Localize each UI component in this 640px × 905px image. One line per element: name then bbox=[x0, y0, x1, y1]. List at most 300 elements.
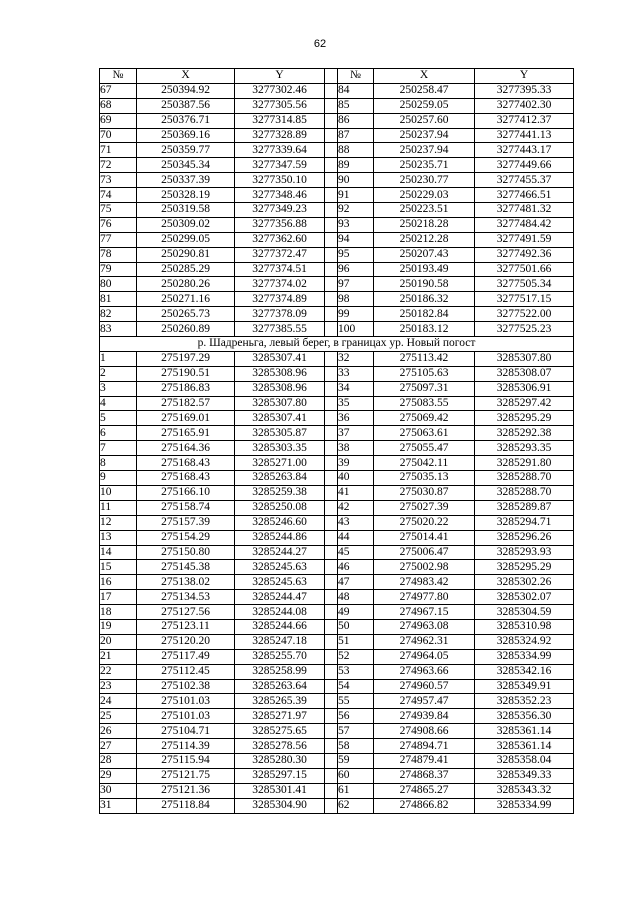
x-right: 274894.71 bbox=[374, 739, 475, 754]
column-gap bbox=[325, 768, 338, 783]
column-gap bbox=[325, 679, 338, 694]
x-left: 275123.11 bbox=[137, 619, 235, 634]
y-left: 3277374.02 bbox=[235, 277, 325, 292]
y-right: 3277491.59 bbox=[475, 232, 574, 247]
y-right: 3285296.26 bbox=[475, 530, 574, 545]
x-left: 275145.38 bbox=[137, 560, 235, 575]
y-right: 3277501.66 bbox=[475, 262, 574, 277]
column-gap bbox=[325, 619, 338, 634]
y-left: 3285278.56 bbox=[235, 739, 325, 754]
x-right: 250193.49 bbox=[374, 262, 475, 277]
column-gap bbox=[325, 232, 338, 247]
column-gap bbox=[325, 426, 338, 441]
y-left: 3285246.60 bbox=[235, 515, 325, 530]
point-number-left: 69 bbox=[100, 113, 137, 128]
table-row bbox=[100, 530, 574, 545]
x-left: 275190.51 bbox=[137, 366, 235, 381]
section2-body bbox=[100, 351, 574, 813]
table-header-row bbox=[100, 69, 574, 84]
point-number-left: 82 bbox=[100, 307, 137, 322]
table-row bbox=[100, 456, 574, 471]
point-number-left: 14 bbox=[100, 545, 137, 560]
y-left: 3277374.89 bbox=[235, 292, 325, 307]
x-right: 274866.82 bbox=[374, 798, 475, 813]
table-row bbox=[100, 485, 574, 500]
point-number-left: 3 bbox=[100, 381, 137, 396]
x-right: 275006.47 bbox=[374, 545, 475, 560]
x-right: 274908.66 bbox=[374, 724, 475, 739]
point-number-right: 44 bbox=[338, 530, 374, 545]
table-row bbox=[100, 575, 574, 590]
table-row bbox=[100, 798, 574, 813]
y-left: 3277302.46 bbox=[235, 83, 325, 98]
y-left: 3285271.97 bbox=[235, 709, 325, 724]
y-left: 3277305.56 bbox=[235, 98, 325, 113]
x-right: 275105.63 bbox=[374, 366, 475, 381]
column-gap bbox=[325, 441, 338, 456]
x-left: 275120.20 bbox=[137, 634, 235, 649]
column-gap bbox=[325, 783, 338, 798]
point-number-right: 100 bbox=[338, 322, 374, 337]
y-right: 3285361.14 bbox=[475, 739, 574, 754]
x-left: 250328.19 bbox=[137, 188, 235, 203]
x-left: 250285.29 bbox=[137, 262, 235, 277]
point-number-right: 50 bbox=[338, 619, 374, 634]
x-left: 275127.56 bbox=[137, 605, 235, 620]
point-number-right: 96 bbox=[338, 262, 374, 277]
x-left: 275186.83 bbox=[137, 381, 235, 396]
y-right: 3285343.32 bbox=[475, 783, 574, 798]
y-right: 3285292.38 bbox=[475, 426, 574, 441]
x-right: 250207.43 bbox=[374, 247, 475, 262]
y-left: 3285245.63 bbox=[235, 560, 325, 575]
x-left: 250260.89 bbox=[137, 322, 235, 337]
x-left: 275118.84 bbox=[137, 798, 235, 813]
x-left: 275121.36 bbox=[137, 783, 235, 798]
point-number-right: 56 bbox=[338, 709, 374, 724]
x-left: 275166.10 bbox=[137, 485, 235, 500]
y-right: 3277522.00 bbox=[475, 307, 574, 322]
y-left: 3285275.65 bbox=[235, 724, 325, 739]
point-number-right: 53 bbox=[338, 664, 374, 679]
point-number-left: 67 bbox=[100, 83, 137, 98]
x-right: 274977.80 bbox=[374, 590, 475, 605]
y-left: 3277356.88 bbox=[235, 217, 325, 232]
table-row bbox=[100, 83, 574, 98]
point-number-right: 60 bbox=[338, 768, 374, 783]
x-right: 274964.05 bbox=[374, 649, 475, 664]
y-left: 3285271.00 bbox=[235, 456, 325, 471]
table-row bbox=[100, 560, 574, 575]
x-right: 274957.47 bbox=[374, 694, 475, 709]
column-gap bbox=[325, 753, 338, 768]
x-left: 250376.71 bbox=[137, 113, 235, 128]
point-number-right: 46 bbox=[338, 560, 374, 575]
point-number-right: 34 bbox=[338, 381, 374, 396]
point-number-right: 43 bbox=[338, 515, 374, 530]
y-right: 3285356.30 bbox=[475, 709, 574, 724]
column-gap bbox=[325, 500, 338, 515]
x-right: 250257.60 bbox=[374, 113, 475, 128]
y-left: 3285263.64 bbox=[235, 679, 325, 694]
y-right: 3277505.34 bbox=[475, 277, 574, 292]
y-right: 3277395.33 bbox=[475, 83, 574, 98]
point-number-right: 97 bbox=[338, 277, 374, 292]
y-left: 3285244.47 bbox=[235, 590, 325, 605]
table-row bbox=[100, 545, 574, 560]
column-gap bbox=[325, 605, 338, 620]
y-right: 3285302.26 bbox=[475, 575, 574, 590]
column-gap bbox=[325, 456, 338, 471]
x-right: 275027.39 bbox=[374, 500, 475, 515]
y-right: 3277517.15 bbox=[475, 292, 574, 307]
y-right: 3285295.29 bbox=[475, 560, 574, 575]
table-row bbox=[100, 262, 574, 277]
column-gap bbox=[325, 515, 338, 530]
y-right: 3277441.13 bbox=[475, 128, 574, 143]
header-number-right: № bbox=[338, 69, 374, 84]
x-left: 250265.73 bbox=[137, 307, 235, 322]
point-number-left: 13 bbox=[100, 530, 137, 545]
column-gap bbox=[325, 203, 338, 218]
point-number-left: 23 bbox=[100, 679, 137, 694]
point-number-right: 91 bbox=[338, 188, 374, 203]
table-row bbox=[100, 739, 574, 754]
y-right: 3285349.33 bbox=[475, 768, 574, 783]
point-number-right: 38 bbox=[338, 441, 374, 456]
point-number-left: 11 bbox=[100, 500, 137, 515]
y-left: 3285258.99 bbox=[235, 664, 325, 679]
column-gap bbox=[325, 113, 338, 128]
column-gap bbox=[325, 560, 338, 575]
point-number-left: 22 bbox=[100, 664, 137, 679]
y-left: 3285308.96 bbox=[235, 381, 325, 396]
x-right: 275083.55 bbox=[374, 396, 475, 411]
point-number-left: 68 bbox=[100, 98, 137, 113]
point-number-right: 57 bbox=[338, 724, 374, 739]
x-left: 250309.02 bbox=[137, 217, 235, 232]
x-right: 274865.27 bbox=[374, 783, 475, 798]
point-number-left: 5 bbox=[100, 411, 137, 426]
y-right: 3285308.07 bbox=[475, 366, 574, 381]
column-gap bbox=[325, 545, 338, 560]
table-row bbox=[100, 753, 574, 768]
column-gap bbox=[325, 322, 338, 337]
column-gap bbox=[325, 724, 338, 739]
y-right: 3285291.80 bbox=[475, 456, 574, 471]
y-left: 3277374.51 bbox=[235, 262, 325, 277]
x-left: 275182.57 bbox=[137, 396, 235, 411]
table-row bbox=[100, 113, 574, 128]
y-left: 3285245.63 bbox=[235, 575, 325, 590]
point-number-left: 25 bbox=[100, 709, 137, 724]
point-number-left: 8 bbox=[100, 456, 137, 471]
point-number-right: 39 bbox=[338, 456, 374, 471]
x-left: 275104.71 bbox=[137, 724, 235, 739]
point-number-right: 99 bbox=[338, 307, 374, 322]
column-gap bbox=[325, 634, 338, 649]
x-right: 275002.98 bbox=[374, 560, 475, 575]
point-number-left: 17 bbox=[100, 590, 137, 605]
x-left: 275150.80 bbox=[137, 545, 235, 560]
x-right: 274983.42 bbox=[374, 575, 475, 590]
point-number-right: 55 bbox=[338, 694, 374, 709]
table-row bbox=[100, 292, 574, 307]
y-left: 3285250.08 bbox=[235, 500, 325, 515]
table-row bbox=[100, 664, 574, 679]
y-left: 3285244.08 bbox=[235, 605, 325, 620]
x-left: 275101.03 bbox=[137, 694, 235, 709]
point-number-right: 36 bbox=[338, 411, 374, 426]
point-number-left: 80 bbox=[100, 277, 137, 292]
column-gap bbox=[325, 247, 338, 262]
table-row bbox=[100, 247, 574, 262]
y-left: 3277348.46 bbox=[235, 188, 325, 203]
point-number-left: 24 bbox=[100, 694, 137, 709]
y-right: 3285302.07 bbox=[475, 590, 574, 605]
point-number-left: 20 bbox=[100, 634, 137, 649]
column-gap bbox=[325, 262, 338, 277]
table-row bbox=[100, 500, 574, 515]
y-right: 3285288.70 bbox=[475, 485, 574, 500]
header-y-left: Y bbox=[235, 69, 325, 84]
x-left: 250359.77 bbox=[137, 143, 235, 158]
x-right: 250235.71 bbox=[374, 158, 475, 173]
point-number-left: 29 bbox=[100, 768, 137, 783]
y-left: 3277378.09 bbox=[235, 307, 325, 322]
y-right: 3277455.37 bbox=[475, 173, 574, 188]
x-left: 275121.75 bbox=[137, 768, 235, 783]
table-row bbox=[100, 679, 574, 694]
point-number-right: 52 bbox=[338, 649, 374, 664]
table-row bbox=[100, 426, 574, 441]
table-row bbox=[100, 381, 574, 396]
x-left: 275115.94 bbox=[137, 753, 235, 768]
table-row bbox=[100, 307, 574, 322]
y-right: 3285294.71 bbox=[475, 515, 574, 530]
point-number-left: 2 bbox=[100, 366, 137, 381]
y-left: 3285259.38 bbox=[235, 485, 325, 500]
point-number-left: 75 bbox=[100, 203, 137, 218]
table-row bbox=[100, 366, 574, 381]
x-right: 275069.42 bbox=[374, 411, 475, 426]
point-number-left: 27 bbox=[100, 739, 137, 754]
column-gap bbox=[325, 173, 338, 188]
x-left: 250290.81 bbox=[137, 247, 235, 262]
y-left: 3285265.39 bbox=[235, 694, 325, 709]
point-number-right: 90 bbox=[338, 173, 374, 188]
x-right: 274963.66 bbox=[374, 664, 475, 679]
table-row bbox=[100, 515, 574, 530]
section-title-row bbox=[100, 337, 574, 352]
x-right: 250259.05 bbox=[374, 98, 475, 113]
point-number-right: 62 bbox=[338, 798, 374, 813]
point-number-left: 16 bbox=[100, 575, 137, 590]
y-left: 3285247.18 bbox=[235, 634, 325, 649]
x-left: 250369.16 bbox=[137, 128, 235, 143]
point-number-left: 83 bbox=[100, 322, 137, 337]
column-gap bbox=[325, 292, 338, 307]
y-left: 3285307.41 bbox=[235, 411, 325, 426]
y-right: 3285289.87 bbox=[475, 500, 574, 515]
x-left: 275101.03 bbox=[137, 709, 235, 724]
point-number-left: 81 bbox=[100, 292, 137, 307]
x-left: 250387.56 bbox=[137, 98, 235, 113]
point-number-left: 72 bbox=[100, 158, 137, 173]
column-gap bbox=[325, 411, 338, 426]
point-number-left: 10 bbox=[100, 485, 137, 500]
y-right: 3277402.30 bbox=[475, 98, 574, 113]
y-left: 3277339.64 bbox=[235, 143, 325, 158]
point-number-right: 87 bbox=[338, 128, 374, 143]
point-number-left: 18 bbox=[100, 605, 137, 620]
point-number-left: 28 bbox=[100, 753, 137, 768]
column-gap bbox=[325, 530, 338, 545]
point-number-left: 6 bbox=[100, 426, 137, 441]
y-right: 3285304.59 bbox=[475, 605, 574, 620]
x-right: 250230.77 bbox=[374, 173, 475, 188]
point-number-left: 71 bbox=[100, 143, 137, 158]
point-number-left: 21 bbox=[100, 649, 137, 664]
x-left: 250299.05 bbox=[137, 232, 235, 247]
column-gap bbox=[325, 98, 338, 113]
point-number-right: 58 bbox=[338, 739, 374, 754]
y-left: 3285307.80 bbox=[235, 396, 325, 411]
x-left: 250271.16 bbox=[137, 292, 235, 307]
column-gap bbox=[325, 351, 338, 366]
point-number-left: 31 bbox=[100, 798, 137, 813]
x-left: 275154.29 bbox=[137, 530, 235, 545]
y-left: 3285280.30 bbox=[235, 753, 325, 768]
x-right: 250190.58 bbox=[374, 277, 475, 292]
x-right: 250212.28 bbox=[374, 232, 475, 247]
table-row bbox=[100, 396, 574, 411]
column-gap bbox=[325, 590, 338, 605]
x-right: 250223.51 bbox=[374, 203, 475, 218]
y-right: 3285297.42 bbox=[475, 396, 574, 411]
x-right: 274962.31 bbox=[374, 634, 475, 649]
point-number-right: 47 bbox=[338, 575, 374, 590]
coordinates-table bbox=[99, 68, 574, 814]
x-right: 275014.41 bbox=[374, 530, 475, 545]
x-left: 275158.74 bbox=[137, 500, 235, 515]
point-number-right: 42 bbox=[338, 500, 374, 515]
x-left: 250280.26 bbox=[137, 277, 235, 292]
x-right: 275020.22 bbox=[374, 515, 475, 530]
y-left: 3277328.89 bbox=[235, 128, 325, 143]
table-row bbox=[100, 173, 574, 188]
column-gap bbox=[325, 188, 338, 203]
point-number-left: 73 bbox=[100, 173, 137, 188]
point-number-right: 48 bbox=[338, 590, 374, 605]
column-gap bbox=[325, 217, 338, 232]
point-number-right: 61 bbox=[338, 783, 374, 798]
point-number-left: 1 bbox=[100, 351, 137, 366]
point-number-right: 40 bbox=[338, 471, 374, 486]
x-right: 275035.13 bbox=[374, 471, 475, 486]
y-left: 3285308.96 bbox=[235, 366, 325, 381]
x-right: 250258.47 bbox=[374, 83, 475, 98]
y-right: 3285334.99 bbox=[475, 798, 574, 813]
y-right: 3285342.16 bbox=[475, 664, 574, 679]
point-number-right: 84 bbox=[338, 83, 374, 98]
y-left: 3285263.84 bbox=[235, 471, 325, 486]
column-gap bbox=[325, 83, 338, 98]
table-row bbox=[100, 709, 574, 724]
column-gap bbox=[325, 798, 338, 813]
y-right: 3277484.42 bbox=[475, 217, 574, 232]
point-number-left: 78 bbox=[100, 247, 137, 262]
column-gap bbox=[325, 143, 338, 158]
y-right: 3285293.93 bbox=[475, 545, 574, 560]
x-left: 275164.36 bbox=[137, 441, 235, 456]
table-row bbox=[100, 590, 574, 605]
point-number-left: 19 bbox=[100, 619, 137, 634]
y-right: 3277525.23 bbox=[475, 322, 574, 337]
table-row bbox=[100, 634, 574, 649]
table-row bbox=[100, 277, 574, 292]
column-gap bbox=[325, 664, 338, 679]
point-number-right: 85 bbox=[338, 98, 374, 113]
table-row bbox=[100, 128, 574, 143]
header-x-right: X bbox=[374, 69, 475, 84]
y-left: 3277347.59 bbox=[235, 158, 325, 173]
x-right: 274879.41 bbox=[374, 753, 475, 768]
y-left: 3285244.66 bbox=[235, 619, 325, 634]
y-left: 3285297.15 bbox=[235, 768, 325, 783]
y-right: 3285288.70 bbox=[475, 471, 574, 486]
y-right: 3277443.17 bbox=[475, 143, 574, 158]
column-gap bbox=[325, 307, 338, 322]
table-row bbox=[100, 768, 574, 783]
point-number-left: 74 bbox=[100, 188, 137, 203]
x-right: 274868.37 bbox=[374, 768, 475, 783]
y-right: 3277481.32 bbox=[475, 203, 574, 218]
x-right: 250182.84 bbox=[374, 307, 475, 322]
point-number-right: 88 bbox=[338, 143, 374, 158]
table-row bbox=[100, 605, 574, 620]
y-left: 3285305.87 bbox=[235, 426, 325, 441]
y-right: 3285352.23 bbox=[475, 694, 574, 709]
header-y-right: Y bbox=[475, 69, 574, 84]
y-right: 3277449.66 bbox=[475, 158, 574, 173]
point-number-right: 86 bbox=[338, 113, 374, 128]
x-left: 275157.39 bbox=[137, 515, 235, 530]
point-number-right: 95 bbox=[338, 247, 374, 262]
point-number-left: 79 bbox=[100, 262, 137, 277]
y-left: 3285255.70 bbox=[235, 649, 325, 664]
point-number-left: 30 bbox=[100, 783, 137, 798]
x-right: 250186.32 bbox=[374, 292, 475, 307]
y-right: 3285349.91 bbox=[475, 679, 574, 694]
table-row bbox=[100, 143, 574, 158]
y-right: 3285361.14 bbox=[475, 724, 574, 739]
column-gap bbox=[325, 575, 338, 590]
table-row bbox=[100, 619, 574, 634]
x-right: 275113.42 bbox=[374, 351, 475, 366]
column-gap bbox=[325, 471, 338, 486]
point-number-right: 49 bbox=[338, 605, 374, 620]
column-gap bbox=[325, 277, 338, 292]
y-left: 3277362.60 bbox=[235, 232, 325, 247]
x-left: 275169.01 bbox=[137, 411, 235, 426]
x-right: 275097.31 bbox=[374, 381, 475, 396]
column-gap bbox=[325, 649, 338, 664]
y-right: 3277466.51 bbox=[475, 188, 574, 203]
table-row bbox=[100, 783, 574, 798]
point-number-left: 7 bbox=[100, 441, 137, 456]
x-left: 275114.39 bbox=[137, 739, 235, 754]
